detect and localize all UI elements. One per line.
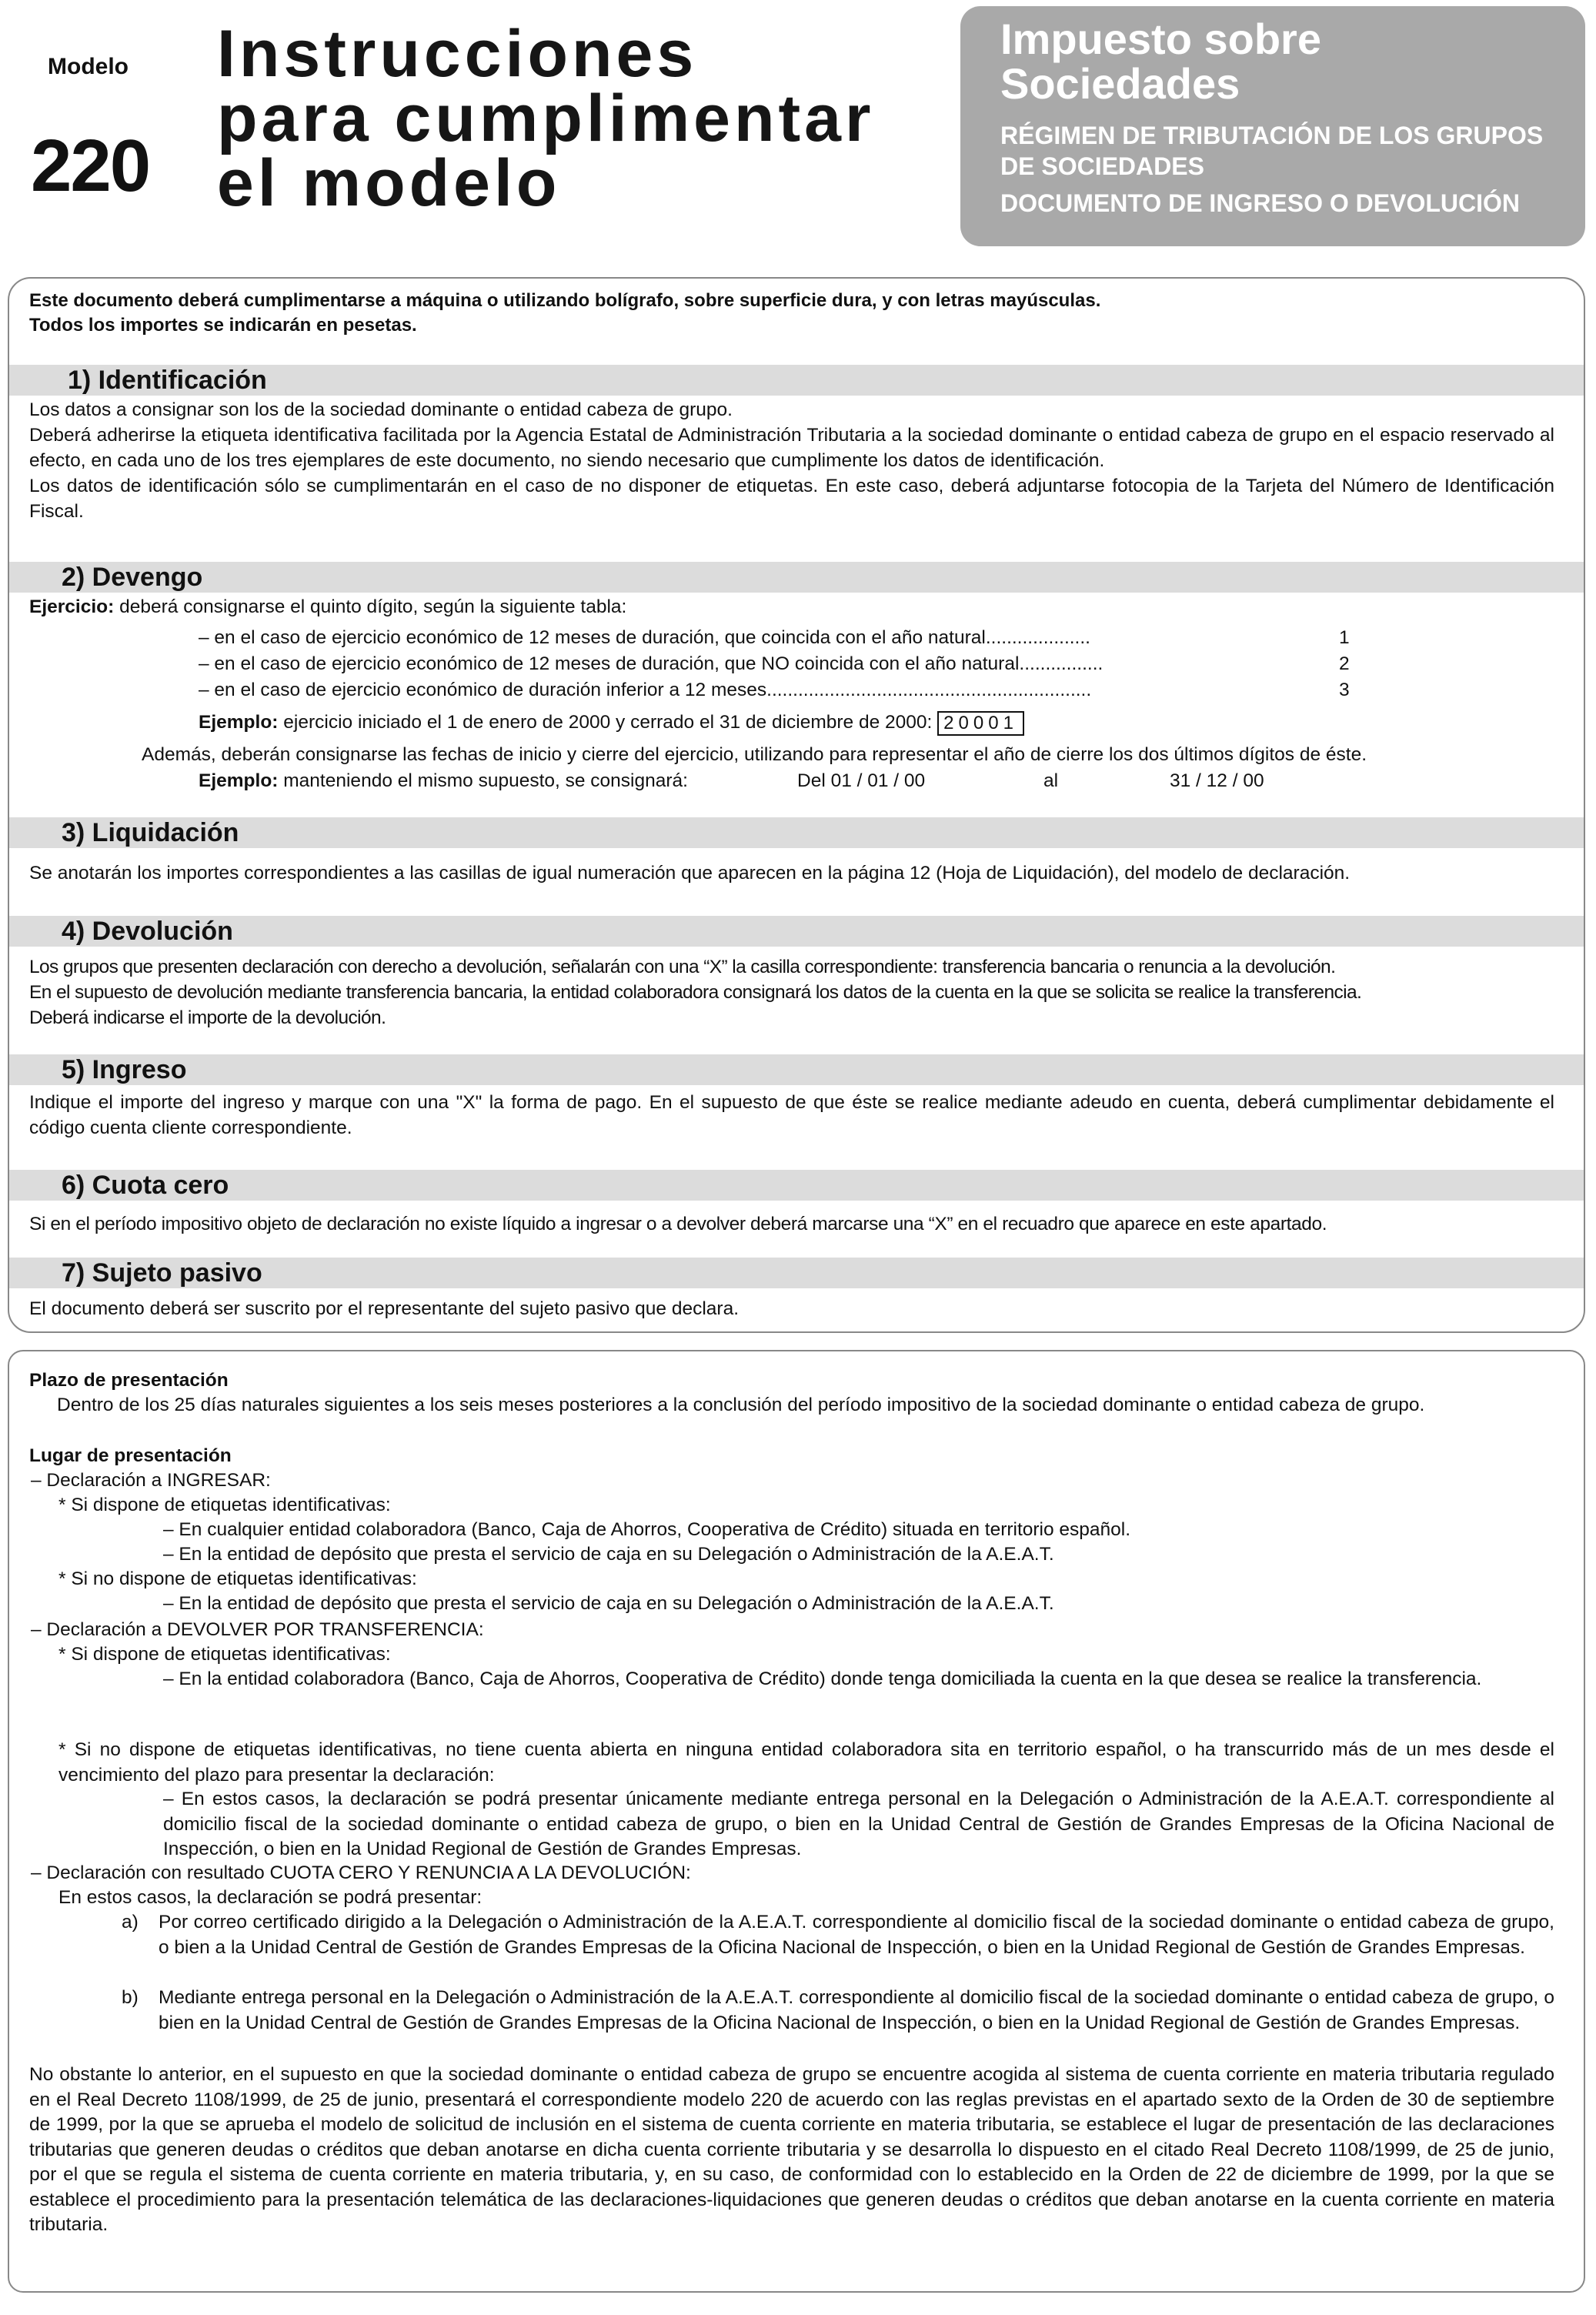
lugar-l11: – En estos casos, la declaración se podrá presentar únicamente mediante entrega personal en la Delegación o Administración de la A.E.A.T. correspondiente al domicilio fiscal de la sociedad dominante o entidad cabeza de grupo, o bien en la Unidad Central de Gestión de Grandes Empresas de la Oficina Nacional de Inspección, o bien en la Unidad Regional de Gestión de Grandes Empresas. xyxy=(163,1789,1554,1859)
devengo-row-3-dots: .............................................................. xyxy=(766,680,1092,700)
date-to: 31 / 12 / 00 xyxy=(1170,770,1264,791)
section-7-title: 7) Sujeto pasivo xyxy=(62,1258,262,1288)
ejercicio-line xyxy=(29,594,1554,620)
intro-line-2: Todos los importes se indicarán en pesetas. xyxy=(29,315,417,336)
devengo-row-3-text: – en el caso de ejercicio económico de duración inferior a 12 meses xyxy=(199,680,767,700)
section-5-title: 5) Ingreso xyxy=(62,1055,187,1084)
section-7-p1: El documento deberá ser suscrito por el representante del sujeto pasivo que declara. xyxy=(29,1298,740,1319)
intro-line-1: Este documento deberá cumplimentarse a máquina o utilizando bolígrafo, sobre superficie dura, y con letras mayúsculas. xyxy=(29,290,1101,311)
lugar-title: Lugar de presentación xyxy=(29,1445,232,1466)
section-4-title: 4) Devolución xyxy=(62,917,233,946)
final-paragraph: No obstante lo anterior, en el supuesto en que la sociedad dominante o entidad cabeza de grupo se encuentre acogida al sistema de cuenta corriente en materia tributaria regulado en el Real Decreto 1108/1999, de 25 de junio, presentará el correspondiente modelo 220 de acuerdo con las reglas previstas en el apartado sexto de la Orden de 30 de septiembre de 1999, por la que se aprueba el modelo de solicitud de inclusión en el sistema de cuenta corriente en materia tributaria, se establece el lugar de presentación de las declaraciones tributarias que generen deudas o créditos que deban anotarse en dicha cuenta corriente tributaria y se desarrolla lo dispuesto en el citado Real Decreto 1108/1999, de 25 de junio, por el que se regula el sistema de cuenta corriente en materia tributaria, y, en su caso, de conformidad con lo establecido en la Orden de 22 de diciembre de 1999, por la que se establece el procedimiento para la presentación telemática de las declaraciones-liquidaciones que generen deudas o créditos que deban anotarse en la cuenta corriente en materia tributaria. xyxy=(29,2064,1554,2235)
modelo-label: Modelo xyxy=(48,54,129,79)
section-6-p1: Si en el período impositivo objeto de declaración no existe líquido a ingresar o a devolver deberá marcarse una “X” en el recuadro que aparece en este apartado. xyxy=(29,1214,1327,1234)
lugar-l9: – En la entidad colaboradora (Banco, Caja de Ahorros, Cooperativa de Crédito) donde tenga domiciliada la cuenta en la que desea se realice la transferencia. xyxy=(163,1669,1482,1689)
lugar-l2: * Si dispone de etiquetas identificativas: xyxy=(58,1495,391,1515)
section-5-band xyxy=(9,1054,1584,1085)
devengo-row-2-dots: ................ xyxy=(1019,653,1104,674)
plazo-text: Dentro de los 25 días naturales siguientes a los seis meses posteriores a la conclusión del período impositivo de la sociedad dominante o entidad cabeza de grupo. xyxy=(57,1395,1425,1415)
modelo-number: 220 xyxy=(31,125,150,207)
lugar-l6: – En la entidad de depósito que presta el servicio de caja en su Delegación o Administración de la A.E.A.T. xyxy=(163,1593,1054,1614)
ejemplo2-line xyxy=(199,768,688,793)
section-1-p3: Los datos de identificación sólo se cumplimentarán en el caso de no disponer de etiquetas. En este caso, deberá adjuntarse fotocopia de la Tarjeta del Número de Identificación Fiscal. xyxy=(29,476,1554,522)
ejemplo2-text: manteniendo el mismo supuesto, se consignará: xyxy=(278,770,688,791)
title-line-1: Instrucciones xyxy=(217,17,698,91)
item-a-text: Por correo certificado dirigido a la Delegación o Administración de la A.E.A.T. correspondiente al domicilio fiscal de la sociedad dominante o entidad cabeza de grupo, o bien a la Unidad Central de Gestión de Grandes Empresas de la Oficina Nacional de Inspección, o bien en la Unidad Regional de Gestión de Grandes Empresas. xyxy=(159,1912,1554,1958)
section-2-band xyxy=(9,562,1584,593)
section-3-title: 3) Liquidación xyxy=(62,818,239,847)
title-line-2: para cumplimentar xyxy=(217,82,875,155)
banner-subtitle-1: RÉGIMEN DE TRIBUTACIÓN DE LOS GRUPOS xyxy=(1000,122,1544,149)
section-3-p1: Se anotarán los importes correspondientes a las casillas de igual numeración que aparecen en la página 12 (Hoja de Liquidación), del modelo de declaración. xyxy=(29,863,1351,884)
section-1-p2: Deberá adherirse la etiqueta identificativa facilitada por la Agencia Estatal de Administración Tributaria a la sociedad dominante o entidad cabeza de grupo en el espacio reservado al efecto, en cada uno de los tres ejemplares de este documento, no siendo necesario que cumplimente los datos de identificación. xyxy=(29,425,1554,471)
item-b-text: Mediante entrega personal en la Delegación o Administración de la A.E.A.T. correspondiente al domicilio fiscal de la sociedad dominante o entidad cabeza de grupo, o bien en la Unidad Central de Gestión de Grandes Empresas de la Oficina Nacional de Inspección, o bien en la Unidad Regional de Gestión de Grandes Empresas. xyxy=(159,1987,1554,2033)
devengo-row-3 xyxy=(199,677,1330,703)
lugar-l4: – En la entidad de depósito que presta el servicio de caja en su Delegación o Administración de la A.E.A.T. xyxy=(163,1544,1054,1565)
lugar-l7: – Declaración a DEVOLVER POR TRANSFERENCIA: xyxy=(31,1619,484,1640)
section-1-p1: Los datos a consignar son los de la sociedad dominante o entidad cabeza de grupo. xyxy=(29,399,733,420)
devengo-row-1-digit: 1 xyxy=(1339,627,1350,648)
section-1-title: 1) Identificación xyxy=(68,366,267,395)
date-al: al xyxy=(1043,770,1059,791)
tax-banner xyxy=(960,6,1585,246)
item-a-marker: a) xyxy=(122,1912,139,1933)
ejercicio-label: Ejercicio: xyxy=(29,596,115,617)
section-4-band xyxy=(9,916,1584,947)
date-from: Del 01 / 01 / 00 xyxy=(797,770,926,791)
ejemplo-line xyxy=(199,710,1024,736)
lugar-l1: – Declaración a INGRESAR: xyxy=(31,1470,271,1491)
section-4-text xyxy=(29,954,1561,1031)
devengo-row-1-text: – en el caso de ejercicio económico de 12 meses de duración, que coincida con el año natural xyxy=(199,627,986,648)
ejercicio-text: deberá consignarse el quinto dígito, según la siguiente tabla: xyxy=(114,596,627,617)
title-line-3: el modelo xyxy=(217,146,561,220)
lugar-l3: – En cualquier entidad colaboradora (Banco, Caja de Ahorros, Cooperativa de Crédito) situada en territorio español. xyxy=(163,1519,1131,1540)
section-6-title: 6) Cuota cero xyxy=(62,1171,229,1200)
lugar-l10: * Si no dispone de etiquetas identificativas, no tiene cuenta abierta en ninguna entidad colaboradora sita en territorio español, o ha transcurrido más de un mes desde el vencimiento del plazo para presentar la declaración: xyxy=(58,1739,1554,1786)
section-1-text xyxy=(29,397,1554,524)
banner-subtitle-2: DE SOCIEDADES xyxy=(1000,152,1204,180)
page-title xyxy=(217,17,875,220)
lugar-l5: * Si no dispone de etiquetas identificativas: xyxy=(58,1568,417,1589)
devengo-row-1-dots: .................... xyxy=(985,627,1090,648)
ejemplo-label: Ejemplo: xyxy=(199,712,279,733)
section-3-band xyxy=(9,817,1584,848)
section-4-p1: Los grupos que presenten declaración con derecho a devolución, señalarán con una “X” la casilla correspondiente: transferencia bancaria o renuncia a la devolución. xyxy=(29,957,1336,977)
ejemplo-code-box: 20001 xyxy=(937,711,1024,736)
section-6-band xyxy=(9,1170,1584,1201)
section-4-p3: Deberá indicarse el importe de la devolución. xyxy=(29,1007,386,1028)
section-2-title: 2) Devengo xyxy=(62,563,203,592)
banner-title-1: Impuesto sobre xyxy=(1000,15,1321,63)
devengo-row-3-digit: 3 xyxy=(1339,680,1350,700)
banner-document-type: DOCUMENTO DE INGRESO O DEVOLUCIÓN xyxy=(1000,189,1521,217)
devengo-row-2 xyxy=(199,651,1330,676)
lugar-l13: En estos casos, la declaración se podrá presentar: xyxy=(58,1887,482,1908)
plazo-title: Plazo de presentación xyxy=(29,1370,229,1391)
lugar-l8: * Si dispone de etiquetas identificativas: xyxy=(58,1644,391,1665)
ejemplo-text: ejercicio iniciado el 1 de enero de 2000 y cerrado el 31 de diciembre de 2000: xyxy=(278,712,933,733)
devengo-row-1 xyxy=(199,625,1330,650)
lugar-l12: – Declaración con resultado CUOTA CERO Y RENUNCIA A LA DEVOLUCIÓN: xyxy=(31,1862,691,1883)
section-5-p1: Indique el importe del ingreso y marque con una "X" la forma de pago. En el supuesto de que éste se realice mediante adeudo en cuenta, deberá cumplimentar debidamente el código cuenta cliente correspondiente. xyxy=(29,1092,1554,1138)
ademas-line: Además, deberán consignarse las fechas de inicio y cierre del ejercicio, utilizando para representar el año de cierre los dos últimos dígitos de éste. xyxy=(142,744,1367,765)
devengo-row-2-digit: 2 xyxy=(1339,653,1350,674)
item-b-marker: b) xyxy=(122,1987,139,2008)
devengo-row-2-text: – en el caso de ejercicio económico de 12 meses de duración, que NO coincida con el año natural xyxy=(199,653,1020,674)
ejemplo2-label: Ejemplo: xyxy=(199,770,279,791)
section-4-p2: En el supuesto de devolución mediante transferencia bancaria, la entidad colaboradora consignará los datos de la cuenta en la que se solicita se realice la transferencia. xyxy=(29,982,1362,1003)
banner-title-2: Sociedades xyxy=(1000,59,1240,108)
